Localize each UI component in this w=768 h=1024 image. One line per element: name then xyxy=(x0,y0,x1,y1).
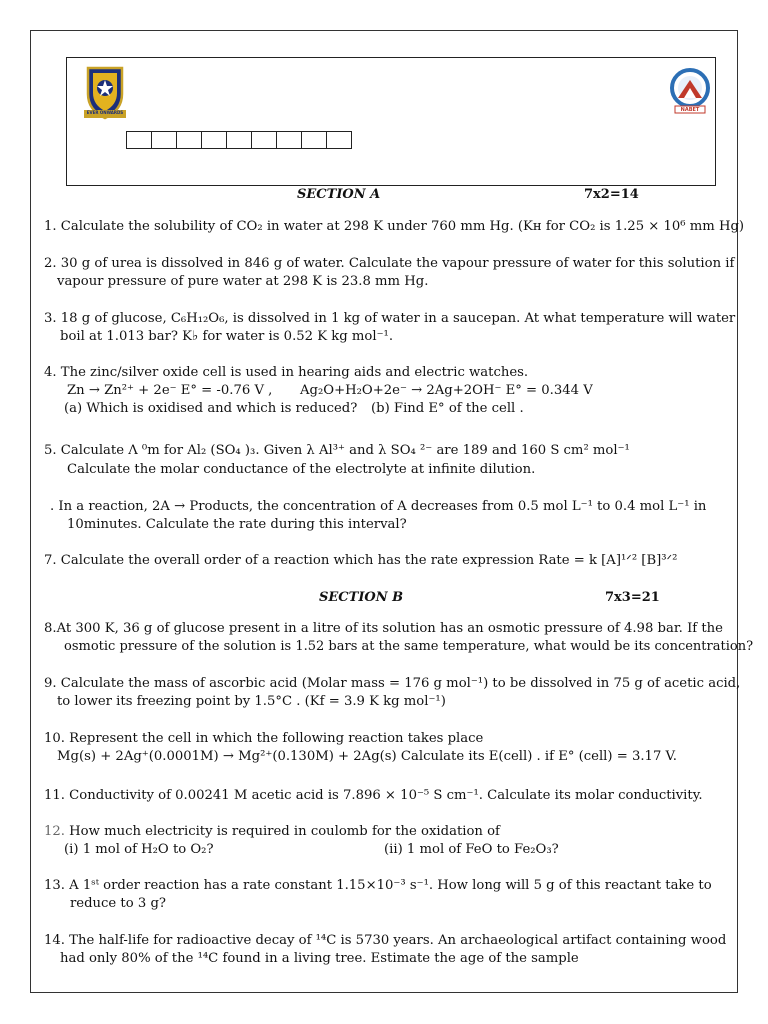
roll-box[interactable] xyxy=(151,131,177,149)
question-12-number: 12. xyxy=(44,824,65,839)
question-9-line-1: 9. Calculate the mass of ascorbic acid (Molar mass = 176 g mol⁻¹) to be dissolved in 75 g of acetic acid, xyxy=(44,676,741,691)
section-a-marks: 7x2=14 xyxy=(584,187,639,202)
roll-box[interactable] xyxy=(276,131,302,149)
logo-left-caption: EVER ONWARDS xyxy=(86,110,124,115)
question-12-part-ii: (ii) 1 mol of FeO to Fe₂O₃? xyxy=(384,842,559,857)
question-4-zn-half-reaction: Zn → Zn²⁺ + 2e⁻ E° = -0.76 V , xyxy=(67,383,273,398)
question-4-part-a: (a) Which is oxidised and which is reduced? xyxy=(64,401,358,416)
question-8-line-1: 8.At 300 K, 36 g of glucose present in a litre of its solution has an osmotic pressure of 4.98 bar. If the xyxy=(44,621,723,636)
section-a-title: SECTION A xyxy=(297,187,381,202)
question-6-line-1: . In a reaction, 2A → Products, the concentration of A decreases from 0.5 mol L⁻¹ to 0.4 mol L⁻¹ in xyxy=(50,499,707,514)
roll-box[interactable] xyxy=(176,131,202,149)
question-3-line-1: 3. 18 g of glucose, C₆H₁₂O₆, is dissolved in 1 kg of water in a saucepan. At what temperature will water xyxy=(44,311,736,326)
question-14-line-2: had only 80% of the ¹⁴C found in a living tree. Estimate the age of the sample xyxy=(60,951,579,966)
roll-box[interactable] xyxy=(126,131,152,149)
question-13-line-2: reduce to 3 g? xyxy=(70,896,166,911)
roll-box[interactable] xyxy=(201,131,227,149)
question-12-part-i: (i) 1 mol of H₂O to O₂? xyxy=(64,842,214,857)
question-3-line-2: boil at 1.013 bar? K♭ for water is 0.52 K kg mol⁻¹. xyxy=(60,329,394,344)
roll-box[interactable] xyxy=(226,131,252,149)
roll-box[interactable] xyxy=(301,131,327,149)
question-14-line-1: 14. The half-life for radioactive decay of ¹⁴C is 5730 years. An archaeological artifact containing wood xyxy=(44,933,727,948)
question-9-line-2: to lower its freezing point by 1.5°C . (Kf = 3.9 K kg mol⁻¹) xyxy=(57,694,446,709)
question-2-line-2: vapour pressure of pure water at 298 K is 23.8 mm Hg. xyxy=(57,274,429,289)
question-10-line-1: 10. Represent the cell in which the following reaction takes place xyxy=(44,731,484,746)
question-8-line-2: osmotic pressure of the solution is 1.52 bars at the same temperature, what would be its concentration? xyxy=(64,639,754,654)
question-13-line-1: 13. A 1ˢᵗ order reaction has a rate constant 1.15×10⁻³ s⁻¹. How long will 5 g of this reactant take to xyxy=(44,878,712,893)
question-4-part-b: (b) Find E° of the cell . xyxy=(371,401,524,416)
question-1: 1. Calculate the solubility of CO₂ in water at 298 K under 760 mm Hg. (Kʜ for CO₂ is 1.25 × 10⁶ mm Hg) xyxy=(44,219,745,234)
roll-number-boxes[interactable] xyxy=(127,131,352,149)
question-6-line-2: 10minutes. Calculate the rate during this interval? xyxy=(67,517,407,532)
nabet-label: NABET xyxy=(680,107,700,113)
header-box xyxy=(66,57,716,186)
question-10-line-2: Mg(s) + 2Ag⁺(0.0001M) → Mg²⁺(0.130M) + 2Ag(s) Calculate its E(cell) . if E° (cell) = 3.17 V. xyxy=(57,749,677,764)
question-4-ag-half-reaction: Ag₂O+H₂O+2e⁻ → 2Ag+2OH⁻ E° = 0.344 V xyxy=(300,383,593,398)
roll-box[interactable] xyxy=(326,131,352,149)
section-b-marks: 7x3=21 xyxy=(605,590,660,605)
question-7: 7. Calculate the overall order of a reaction which has the rate expression Rate = k [A]¹ᐟ² [B]³ᐟ² xyxy=(44,553,678,568)
question-2-line-1: 2. 30 g of urea is dissolved in 846 g of water. Calculate the vapour pressure of water for this solution if xyxy=(44,256,735,271)
question-5-line-2: Calculate the molar conductance of the electrolyte at infinite dilution. xyxy=(67,462,536,477)
question-4-line-1: 4. The zinc/silver oxide cell is used in hearing aids and electric watches. xyxy=(44,365,529,380)
roll-box[interactable] xyxy=(251,131,277,149)
question-12-line-1 xyxy=(44,823,500,841)
section-b-title: SECTION B xyxy=(319,590,404,605)
question-12-text: How much electricity is required in coulomb for the oxidation of xyxy=(64,824,500,839)
question-11: 11. Conductivity of 0.00241 M acetic acid is 7.896 × 10⁻⁵ S cm⁻¹. Calculate its molar conductivity. xyxy=(44,788,703,803)
question-5-line-1: 5. Calculate Λ ⁰m for Al₂ (SO₄ )₃. Given λ Al³⁺ and λ SO₄ ²⁻ are 189 and 160 S cm² mol⁻¹ xyxy=(44,443,630,458)
